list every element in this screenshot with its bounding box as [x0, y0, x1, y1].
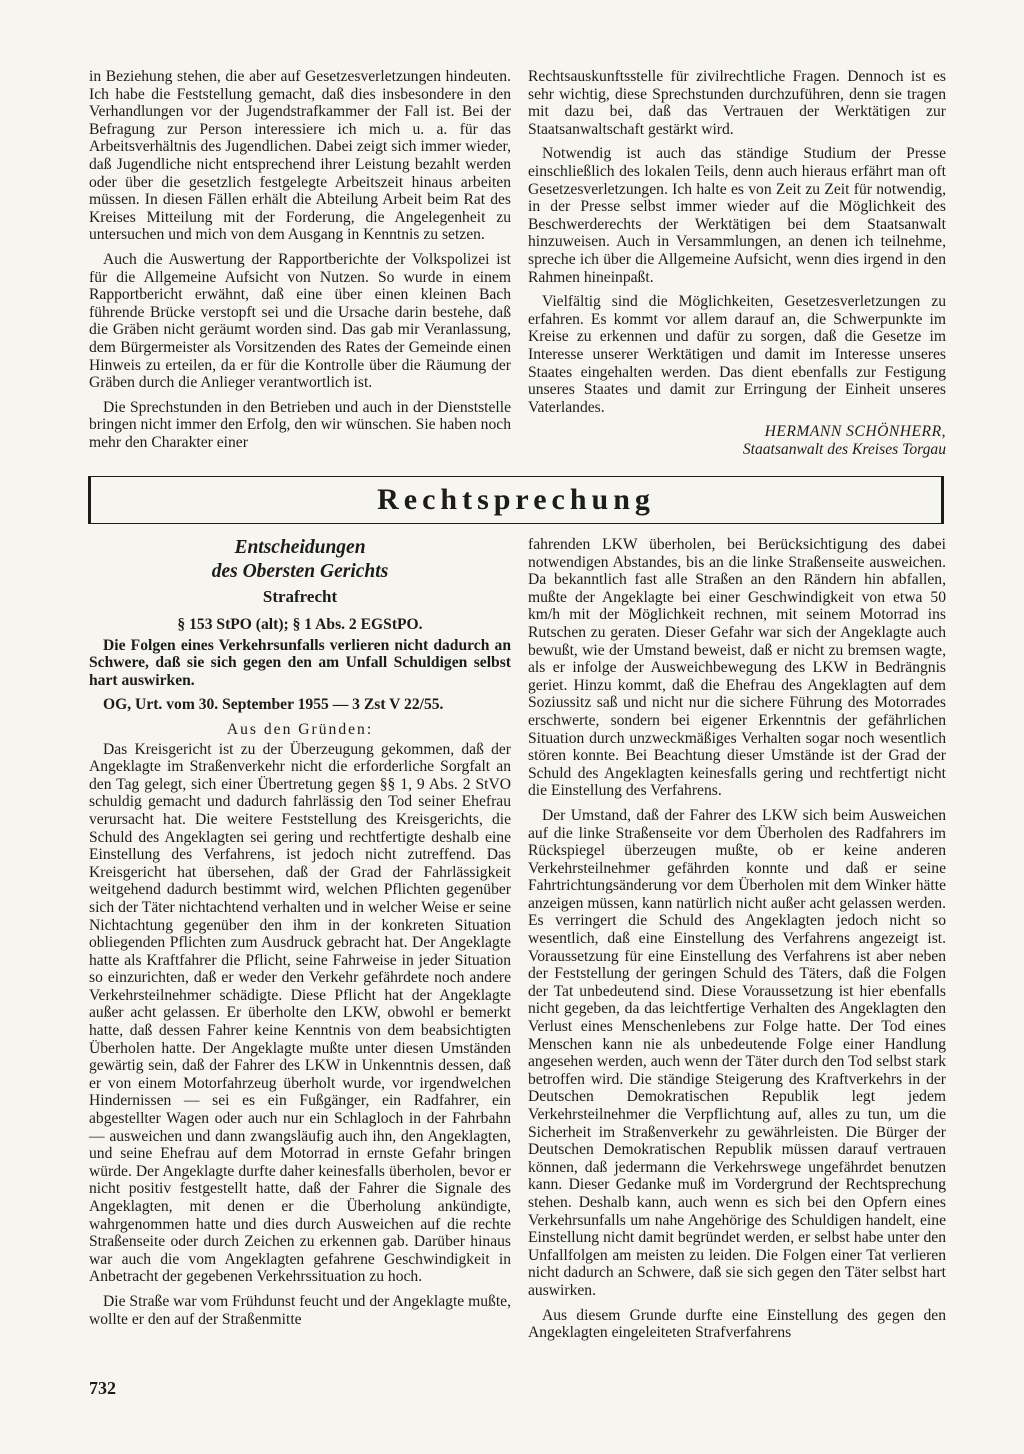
author-role: Staatsanwalt des Kreises Torgau: [742, 440, 946, 458]
paragraph: Vielfältig sind die Möglichkeiten, Gesetzesverletzungen zu erfahren. Es kommt vor allem darauf an, die Schwerpunkte im Kreise zu erkennen und dafür zu sorgen, daß die Gesetze im Interesse unserer Werktätigen und damit im Interesse unseres Staates eingehalten werden. Das dient ebenfalls zur Festigung unseres Staates und damit zur Erringung der Einheit unseres Vaterlandes.: [528, 293, 946, 416]
paragraph: Notwendig ist auch das ständige Studium der Presse einschließlich des lokalen Teils, denn auch hieraus erfährt man oft Gesetzesverletzungen. Ich halte es von Zeit zu Zeit für notwendig, in der Presse selbst immer wieder auf die Möglichkeit des Beschwerderechts der Werktätigen bei dem Staatsanwalt hinzuweisen. Auch in Versammlungen, an denen ich teilnehme, spreche ich über die Allgemeine Aufsicht, wenn dies irgend in den Rahmen hineinpaßt.: [528, 145, 946, 286]
paragraph: Der Umstand, daß der Fahrer des LKW sich beim Ausweichen auf die linke Straßenseite vor dem Überholen des Radfahrers im Rückspiegel überzeugen mußte, ob er keine anderen Verkehrsteilnehmer gefährden konnte und daß er seine Fahrtrichtungsänderung vor dem Überholen mit dem Winker hätte anzeigen müssen, kann natürlich nicht außer acht gelassen werden. Es verringert die Schuld des Angeklagten jedoch nicht so wesentlich, daß eine Einstellung des Verfahrens angezeigt ist. Voraussetzung für eine Einstellung des Verfahrens ist aber neben der Feststellung der geringen Schuld des Täters, daß die Folgen der Tat unbedeutend sind. Diese Voraussetzung ist hier ebenfalls nicht gegeben, da das leichtfertige Verhalten des Angeklagten den Verlust eines Menschenlebens zur Folge hatte. Der Tod eines Menschen kann nie als unbedeutende Folge einer Handlung angesehen werden, auch wenn der Täter durch den Tod selbst stark betroffen wird. Die ständige Steigerung des Kraftverkehrs in der Deutschen Demokratischen Republik legt jedem Verkehrsteilnehmer die Verpflichtung auf, alles zu tun, um die Sicherheit im Straßenverkehr zu gewährleisten. Die Bürger der Deutschen Demokratischen Republik müssen darauf vertrauen können, daß jedermann die Verkehrswege ungefährdet benutzen kann. Dieser Gedanke muß im Vordergrund der Rechtsprechung stehen. Deshalb kann, auch wenn es sich bei den Opfern eines Verkehrsunfalls um nahe Angehörige des Schuldigen handelt, eine Einstellung nicht damit begründet werden, er selbst habe unter den Unfallfolgen am meisten zu leiden. Die Folgen einer Tat verlieren nicht dadurch an Schwere, daß sie sich gegen den Täter selbst hart auswirken.: [528, 806, 946, 1299]
paragraph: in Beziehung stehen, die aber auf Gesetzesverletzungen hindeuten. Ich habe die Feststellung gemacht, daß dies insbesondere in den Verhandlungen vor der Jugendstrafkammer der Fall ist. Bei der Befragung zur Person interessiere ich mich u. a. für das Arbeitsverhältnis des Jugendlichen. Dabei zeigt sich immer wieder, daß Jugendliche nicht entsprechend ihrer Leistung bezahlt werden oder über die gesetzlich festgelegte Arbeitszeit hinaus arbeiten müssen. In diesen Fällen erhält die Abteilung Arbeit beim Rat des Kreises Mitteilung mit der Forderung, die Angelegenheit zu untersuchen und mich von dem Ausgang in Kenntnis zu setzen.: [89, 68, 511, 244]
decision-heading-line: Entscheidungen: [234, 537, 366, 558]
author-signature: [528, 423, 946, 458]
headnote: Die Folgen eines Verkehrsunfalls verlieren nicht dadurch an Schwere, daß sie sich gegen den am Unfall Schuldigen selbst hart auswirken.: [89, 636, 511, 689]
paragraph: Aus diesem Grunde durfte eine Einstellung des gegen den Angeklagten eingeleiteten Strafverfahrens: [528, 1306, 946, 1342]
article-column-top-left: [89, 68, 511, 458]
paragraph: fahrenden LKW überholen, bei Berücksichtigung des dabei notwendigen Abstandes, bis an die linke Straßenseite ausweichen. Da bekanntlich fast alle Straßen an den Rändern hin abfallen, mußte der Angeklagte bei einer Geschwindigkeit von etwa 50 km/h mit der Möglichkeit rechnen, mit seinem Motorrad ins Rutschen zu geraten. Dieser Gefahr war sich der Angeklagte auch bewußt, wie der Umstand beweist, daß er nicht zu bremsen wagte, als er infolge der Ausweichbewegung des LKW in Bedrängnis geriet. Hinzu kommt, daß die Ehefrau des Angeklagten auf dem Soziussitz saß und nicht nur die sichere Führung des Motorrades erschwerte, sondern bei eigener Erkenntnis der gefährlichen Situation durch unzweckmäßiges Verhalten sogar noch wesentlich stören konnte. Bei Beachtung dieser Umstände ist der Grad der Schuld des Angeklagten keinesfalls gering und rechtfertigt nicht die Einstellung des Verfahrens.: [528, 536, 946, 800]
paragraph: Die Straße war vom Frühdunst feucht und der Angeklagte mußte, wollte er den auf der Straßenmitte: [89, 1292, 511, 1328]
decision-subheading: Strafrecht: [262, 587, 338, 606]
decision-column-left: [89, 536, 511, 1335]
paragraph: Auch die Auswertung der Rapportberichte der Volkspolizei ist für die Allgemeine Aufsicht von Nutzen. So wurde in einem Rapportbericht erwähnt, daß eine über einen kleinen Bach führende Brücke verstopft sei und die Ursache darin bestehe, daß die Gräben nicht geräumt worden sind. Das gab mir Veranlassung, dem Bürgermeister als Vorsitzenden des Rates der Gemeinde einen Hinweis zu erteilen, da er für die Kontrolle über die Räumung der Gräben durch die Anlieger verantwortlich ist.: [89, 250, 511, 392]
reasons-heading: Aus den Gründen:: [226, 720, 374, 738]
section-title: Rechtsprechung: [377, 483, 655, 516]
page-number: 732: [89, 1378, 116, 1398]
author-name: HERMANN SCHÖNHERR,: [764, 423, 946, 441]
law-reference: § 153 StPO (alt); § 1 Abs. 2 EGStPO.: [177, 616, 423, 633]
case-citation: OG, Urt. vom 30. September 1955 — 3 Zst V 22/55.: [103, 696, 444, 714]
decision-heading: [89, 536, 511, 608]
article-column-top-right: [528, 68, 946, 458]
decision-column-right: [528, 536, 946, 1349]
decision-heading-line: des Obersten Gerichts: [211, 561, 389, 582]
section-banner: [88, 476, 944, 524]
paragraph: Rechtsauskunftsstelle für zivilrechtliche Fragen. Dennoch ist es sehr wichtig, diese Sprechstunden durchzuführen, denn sie tragen mit dazu bei, daß das Vertrauen der Werktätigen zur Staatsanwaltschaft gestärkt wird.: [528, 68, 946, 138]
paragraph: Die Sprechstunden in den Betrieben und auch in der Dienststelle bringen nicht immer den Erfolg, den wir wünschen. Sie haben noch mehr den Charakter einer: [89, 398, 511, 451]
paragraph: Das Kreisgericht ist zu der Überzeugung gekommen, daß der Angeklagte im Straßenverkehr nicht die erforderliche Sorgfalt an den Tag gelegt, sich einer Übertretung gegen §§ 1, 9 Abs. 2 StVO schuldig gemacht und dadurch fahrlässig den Tod seiner Ehefrau verursacht hat. Die weitere Feststellung des Kreisgerichts, die Schuld des Angeklagten sei gering und rechtfertigte deshalb eine Einstellung des Verfahrens, ist jedoch nicht zutreffend. Das Kreisgericht hat übersehen, daß der Grad der Fahrlässigkeit weitgehend dadurch bestimmt wird, welchen Pflichten gegenüber sich der Täter nichtachtend verhalten und in welcher Weise er seine Nichtachtung gegenüber den ihm in der konkreten Situation obliegenden Pflichten zum Ausdruck gebracht hat. Der Angeklagte hatte als Kraftfahrer die Pflicht, seine Fahrweise in jeder Situation so einzurichten, daß er weder den Verkehr gefährdete noch andere Verkehrsteilnehmer schädigte. Diese Pflicht hat der Angeklagte außer acht gelassen. Er überholte den LKW, obwohl er bemerkt hatte, daß dessen Fahrer keine Kenntnis von dem beabsichtigten Überholen hatte. Der Angeklagte mußte unter diesen Umständen gewärtig sein, daß der Fahrer des LKW in Unkenntnis dessen, daß er von einem Motorfahrzeug überholt wurde, vor irgendwelchen Hindernissen — sei es ein Fußgänger, ein Radfahrer, ein abgestellter Wagen oder auch nur ein Schlagloch in der Fahrbahn — ausweichen und dann zwangsläufig auch ihn, den Angeklagten, und seine Ehefrau auf dem Motorrad in ernste Gefahr bringen würde. Der Angeklagte durfte daher keinesfalls überholen, bevor er nicht positiv festgestellt hatte, daß der Fahrer die Signale des Angeklagten, mit denen er die Überholung ankündigte, wahrgenommen hatte und dies durch Ausweichen auf die rechte Straßenseite oder durch Zeichen zu erkennen gab. Darüber hinaus war auch die vom Angeklagten gefahrene Geschwindigkeit in Anbetracht der gegebenen Verkehrssituation zu hoch.: [89, 740, 511, 1286]
